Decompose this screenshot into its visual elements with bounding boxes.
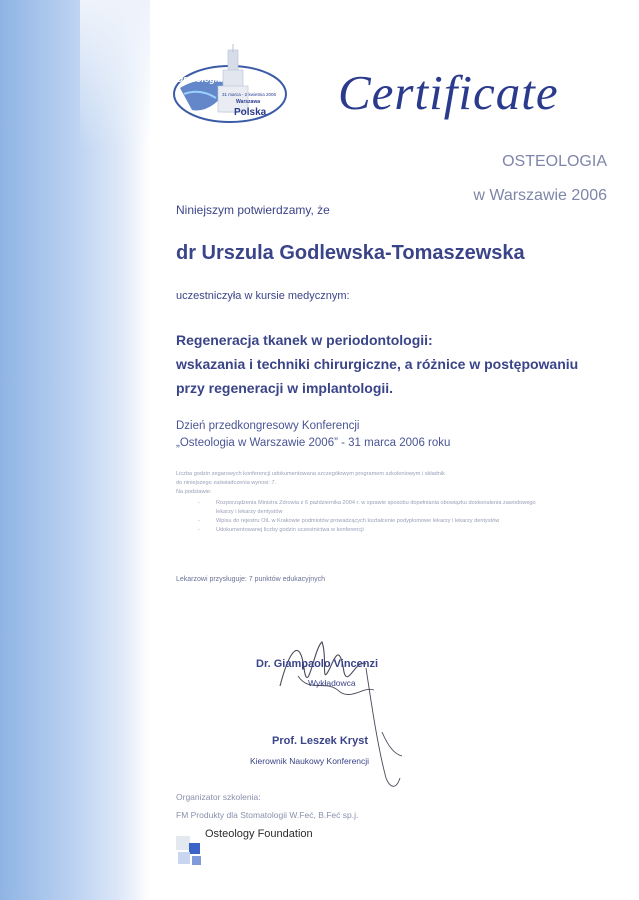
signature-block-lecturer	[256, 658, 378, 688]
fine-list-item: - Rozporządzenia Ministra Zdrowia z 6 października 2004 r. w sprawie sposobu dopełniania obowiązku doskonalenia zawodowego lekarzy i lekarzy dentystów	[216, 499, 546, 517]
day-line-1: Dzień przedkongresowy Konferencji	[176, 420, 360, 432]
event-place-year: w Warszawie 2006	[473, 187, 607, 204]
fine-print	[176, 470, 546, 537]
fine-basis: Na podstawie:	[176, 489, 212, 495]
event-name: OSTEOLOGIA	[502, 153, 607, 170]
logo-dates: 31 marca - 2 kwietnia 2006	[222, 92, 277, 97]
fine-intro-2: do niniejszego zaświadczenia wynosi: 7.	[176, 480, 277, 486]
participated-text: uczestniczyła w kursie medycznym:	[176, 290, 350, 302]
fine-intro-1: Liczba godzin zegarowych konferencji udokumentowana szczegółowym programem szkoleniowym i składnik	[176, 471, 445, 477]
credit-points-text: Lekarzowi przysługuje: 7 punktów edukacyjnych	[176, 576, 326, 583]
confirm-text: Niniejszym potwierdzamy, że	[176, 203, 330, 217]
organizer-label: Organizator szkolenia:	[176, 792, 261, 802]
scientific-head-name: Prof. Leszek Kryst	[272, 735, 368, 747]
course-title	[176, 328, 578, 400]
band-top-fade	[80, 0, 150, 150]
scientific-head-role: Kierownik Naukowy Konferencji	[250, 756, 370, 766]
fine-list-item: - Wpisu do rejestru OIL w Krakowie podmiotów prowadzących kształcenie podyplomowe lekarzy i lekarzy dentystów	[216, 517, 546, 526]
conference-logo	[172, 44, 292, 124]
recipient-name: dr Urszula Godlewska-Tomaszewska	[176, 242, 525, 264]
logo-country: Polska	[234, 107, 267, 118]
logo-city: Warszawa	[236, 99, 260, 105]
fine-list-item: - Udokumentowanej liczby godzin uczestnictwa w konferencji	[216, 526, 546, 535]
signature-scribbles	[270, 628, 410, 798]
logo-brand: Osteologia	[176, 74, 223, 84]
lecturer-role: Wykładowca	[308, 678, 356, 688]
lecturer-name: Dr. Giampaolo Vincenzi	[256, 658, 379, 670]
fine-list	[176, 499, 546, 535]
scientific-head-role-wrap	[250, 756, 369, 766]
osteology-foundation-logo	[176, 836, 212, 872]
organizer-company: FM Produkty dla Stomatologii W.Feć, B.Feć sp.j.	[176, 810, 359, 820]
course-line-2: wskazania i techniki chirurgiczne, a różnice w postępowaniu	[176, 356, 579, 372]
day-line-2: „Osteologia w Warszawie 2006” - 31 marca 2006 roku	[176, 437, 451, 449]
signature-block-scientific-head	[272, 735, 368, 747]
conference-day	[176, 418, 450, 452]
course-line-3: przy regeneracji w implantologii.	[176, 380, 394, 396]
conference-logo-graphic	[172, 44, 292, 124]
certificate-title: Certificate	[338, 65, 559, 120]
foundation-name: Osteology Foundation	[205, 828, 313, 840]
course-line-1: Regeneracja tkanek w periodontologii:	[176, 332, 433, 348]
